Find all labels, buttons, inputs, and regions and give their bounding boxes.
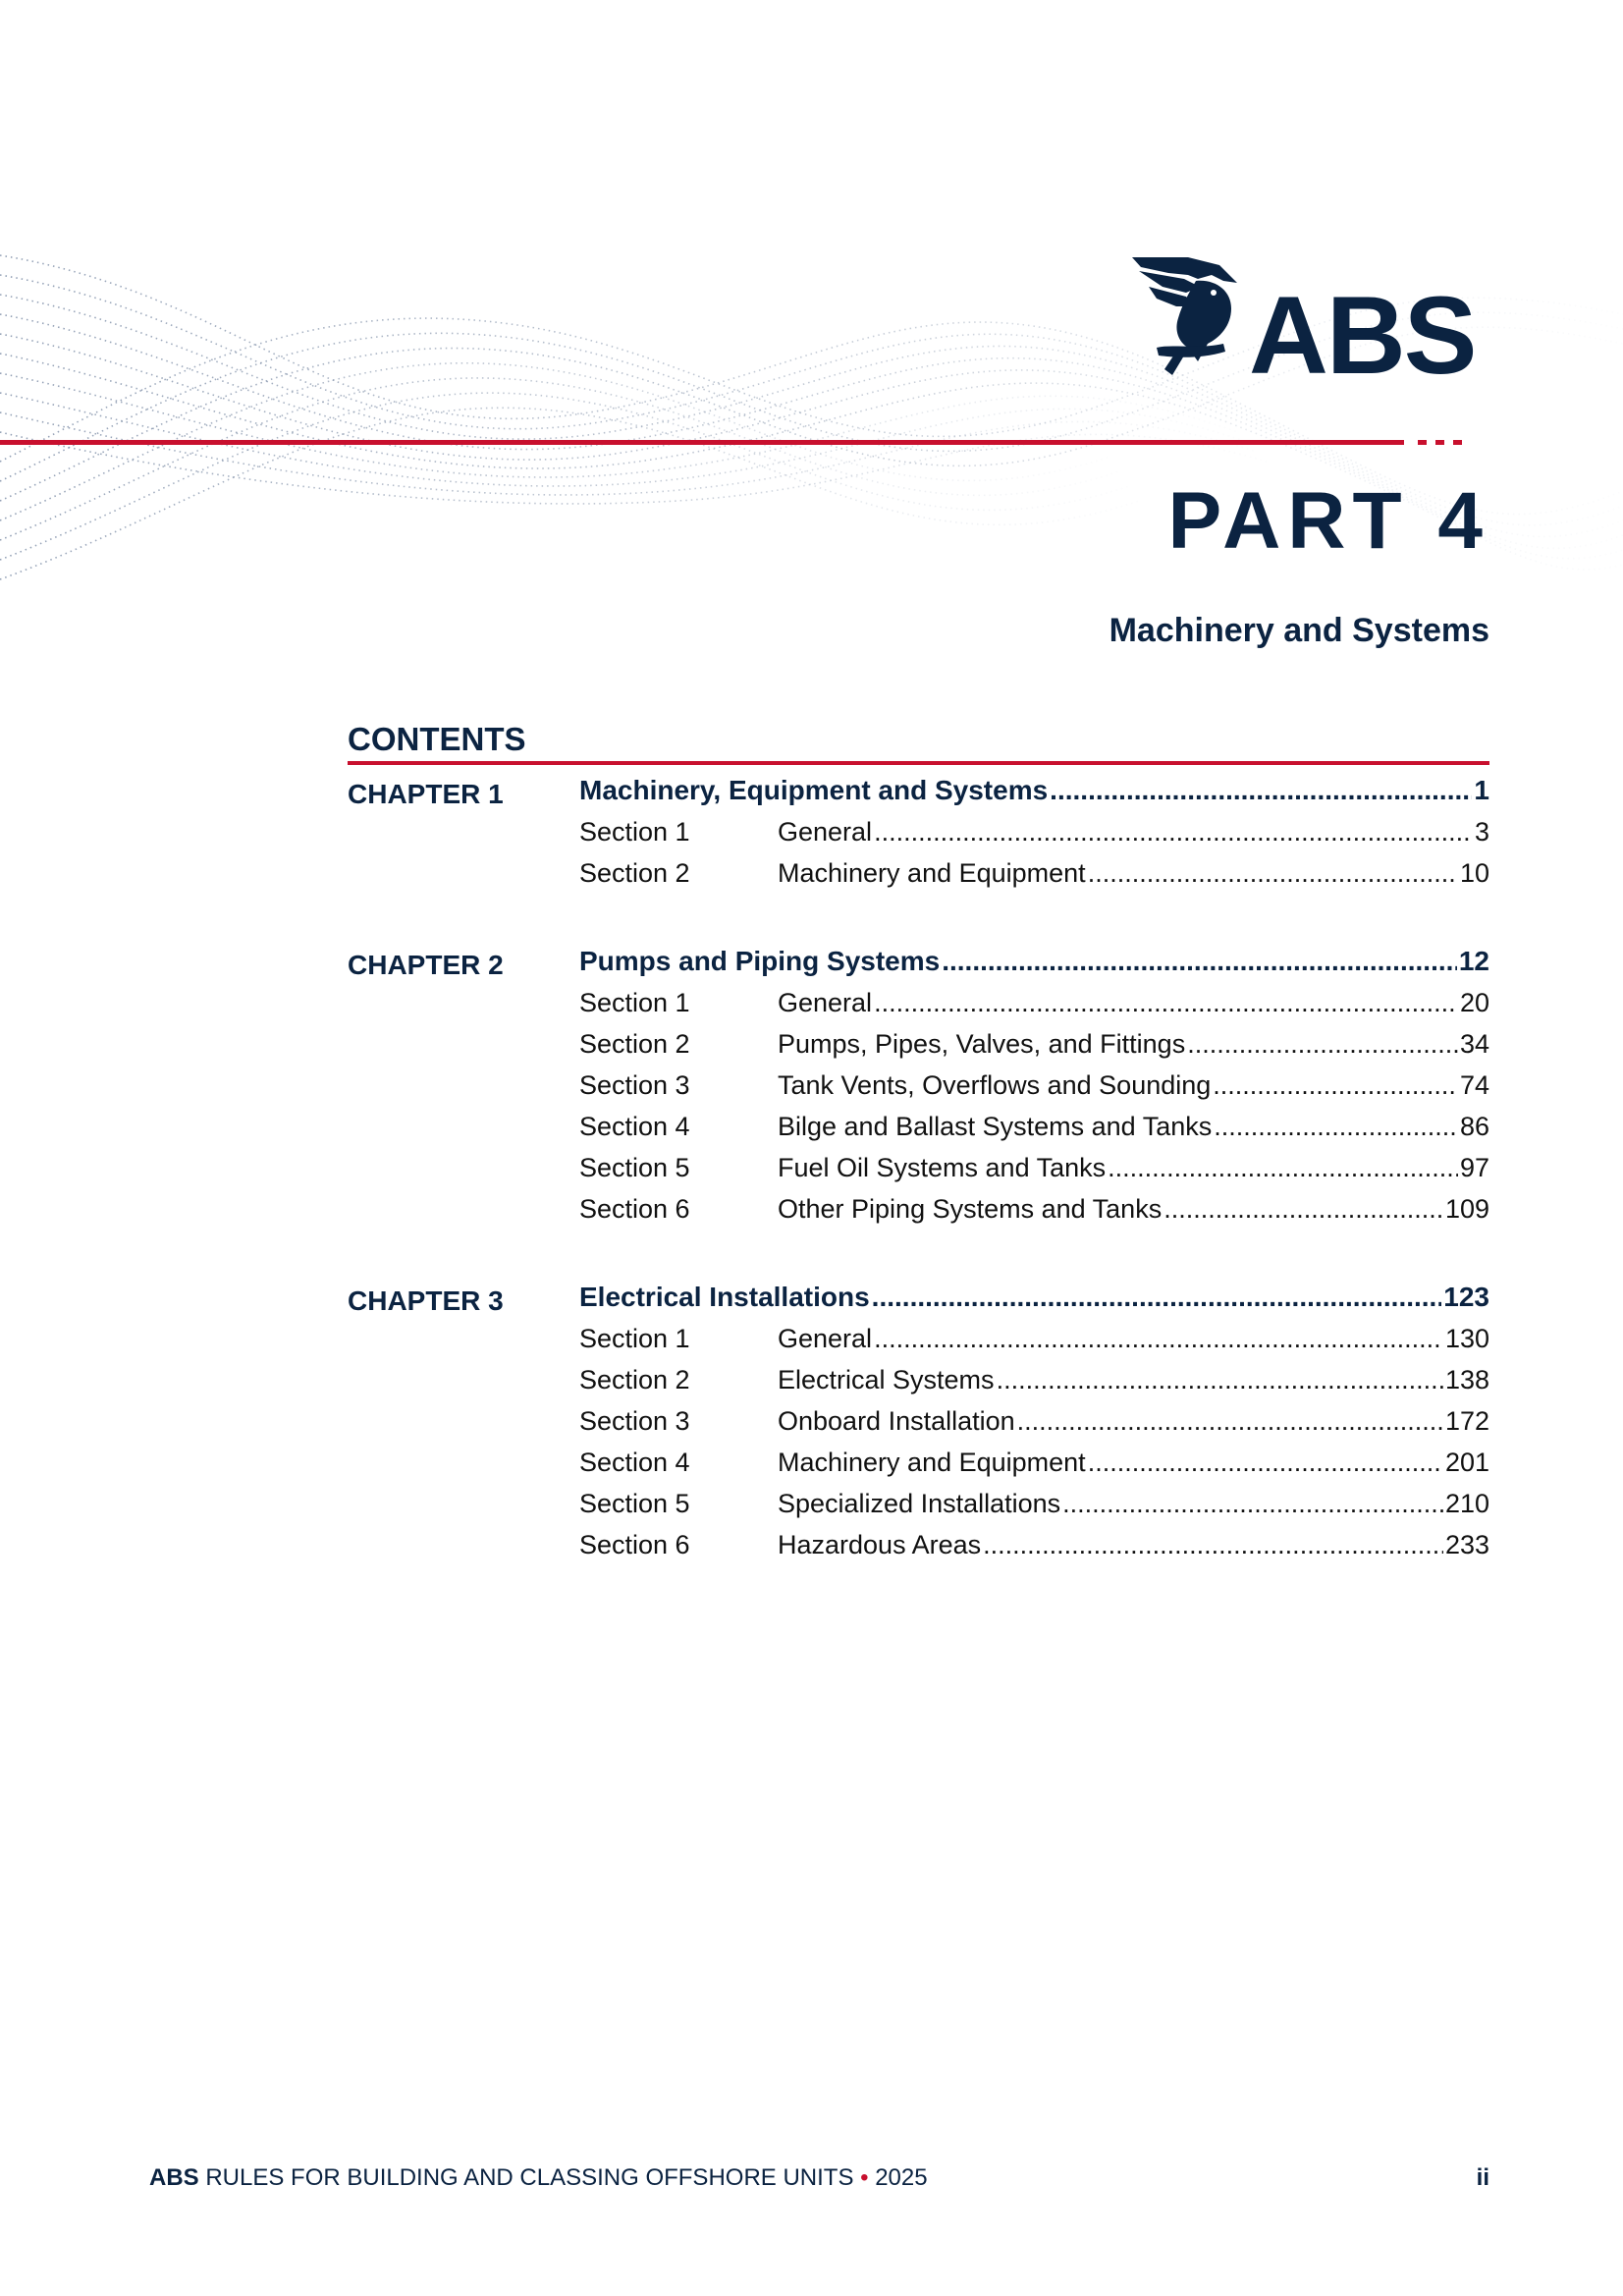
- dot-leader: [1088, 852, 1458, 894]
- footer-page-number: ii: [1476, 2164, 1489, 2191]
- dot-leader: [1163, 1188, 1443, 1230]
- dot-leader: [1213, 1065, 1458, 1106]
- chapter-title-link[interactable]: [579, 1277, 1489, 1318]
- section-title: Other Piping Systems and Tanks: [778, 1194, 1163, 1224]
- toc-section-row[interactable]: [579, 1442, 1489, 1483]
- chapter-page-number: 1: [1474, 775, 1489, 805]
- toc-section-row[interactable]: [579, 1318, 1489, 1359]
- dot-leader: [1187, 1023, 1458, 1065]
- chapter-1: [348, 770, 1489, 894]
- chapter-page-number: 12: [1458, 946, 1489, 976]
- dot-leader: [874, 811, 1473, 852]
- dot-leader: [872, 1277, 1442, 1318]
- section-label: Section 4: [579, 1448, 690, 1477]
- section-label: Section 6: [579, 1194, 690, 1224]
- chapter-2: [348, 941, 1489, 1230]
- abs-logo-wordmark: ABS: [1249, 274, 1476, 386]
- abs-logo: [1129, 253, 1483, 386]
- section-label: Section 1: [579, 1324, 690, 1353]
- section-title: Specialized Installations: [778, 1489, 1061, 1518]
- section-page-number: 74: [1459, 1070, 1489, 1100]
- section-label: Section 6: [579, 1530, 690, 1559]
- dot-leader: [1088, 1442, 1443, 1483]
- chapter-title: Pumps and Piping Systems: [579, 946, 941, 976]
- chapter-title: Electrical Installations: [579, 1282, 870, 1312]
- dot-leader: [983, 1524, 1443, 1565]
- section-page-number: 10: [1459, 858, 1489, 888]
- part-title: PART 4: [1167, 476, 1489, 566]
- section-label: Section 5: [579, 1489, 690, 1518]
- section-page-number: 130: [1444, 1324, 1489, 1353]
- chapter-label: CHAPTER 1: [348, 779, 504, 809]
- chapter-page-number: 123: [1443, 1282, 1489, 1312]
- dot-leader: [1017, 1400, 1443, 1442]
- toc-section-row[interactable]: [579, 1065, 1489, 1106]
- dot-leader: [874, 1318, 1443, 1359]
- toc-section-row[interactable]: [579, 1147, 1489, 1188]
- toc-section-row[interactable]: [579, 852, 1489, 894]
- toc-section-row[interactable]: [579, 1188, 1489, 1230]
- toc-section-row[interactable]: [579, 982, 1489, 1023]
- chapter-3: [348, 1277, 1489, 1565]
- dot-leader: [997, 1359, 1443, 1400]
- toc-section-row[interactable]: [579, 1023, 1489, 1065]
- section-page-number: 210: [1444, 1489, 1489, 1518]
- contents-heading: CONTENTS: [348, 721, 526, 757]
- section-title: Fuel Oil Systems and Tanks: [778, 1153, 1107, 1182]
- section-page-number: 201: [1444, 1448, 1489, 1477]
- part-subtitle: Machinery and Systems: [1109, 612, 1489, 649]
- footer-brand: ABS: [149, 2164, 199, 2191]
- section-title: General: [778, 988, 873, 1017]
- dot-leader: [942, 941, 1457, 982]
- section-title: Pumps, Pipes, Valves, and Fittings: [778, 1029, 1186, 1059]
- section-label: Section 4: [579, 1112, 690, 1141]
- dot-leader: [1050, 770, 1472, 811]
- footer-separator: •: [860, 2164, 869, 2191]
- section-page-number: 172: [1444, 1406, 1489, 1436]
- section-page-number: 34: [1459, 1029, 1489, 1059]
- section-title: Onboard Installation: [778, 1406, 1015, 1436]
- section-label: Section 1: [579, 817, 690, 847]
- dot-leader: [1062, 1483, 1443, 1524]
- section-label: Section 2: [579, 1365, 690, 1394]
- section-label: Section 2: [579, 1029, 690, 1059]
- section-label: Section 3: [579, 1070, 690, 1100]
- chapter-title-link[interactable]: [579, 770, 1489, 811]
- section-title: General: [778, 817, 873, 847]
- dot-leader: [1214, 1106, 1458, 1147]
- section-page-number: 97: [1459, 1153, 1489, 1182]
- section-page-number: 138: [1444, 1365, 1489, 1394]
- section-title: Hazardous Areas: [778, 1530, 982, 1559]
- footer-title: [149, 2164, 928, 2192]
- section-page-number: 86: [1459, 1112, 1489, 1141]
- section-page-number: 20: [1459, 988, 1489, 1017]
- section-title: Tank Vents, Overflows and Sounding: [778, 1070, 1212, 1100]
- section-title: General: [778, 1324, 873, 1353]
- section-label: Section 3: [579, 1406, 690, 1436]
- footer-document-title: RULES FOR BUILDING AND CLASSING OFFSHORE UNITS: [205, 2164, 854, 2191]
- section-title: Electrical Systems: [778, 1365, 995, 1394]
- toc-section-row[interactable]: [579, 1524, 1489, 1565]
- section-label: Section 1: [579, 988, 690, 1017]
- header-red-rule: [0, 440, 1404, 445]
- dot-leader: [874, 982, 1458, 1023]
- toc-section-row[interactable]: [579, 811, 1489, 852]
- toc-section-row[interactable]: [579, 1483, 1489, 1524]
- eagle-emblem-icon: [1132, 257, 1237, 375]
- section-title: Bilge and Ballast Systems and Tanks: [778, 1112, 1213, 1141]
- header-red-dash-accent: [1418, 440, 1462, 445]
- section-page-number: 233: [1444, 1530, 1489, 1559]
- section-label: Section 5: [579, 1153, 690, 1182]
- section-page-number: 3: [1474, 817, 1489, 847]
- toc-section-row[interactable]: [579, 1359, 1489, 1400]
- table-of-contents: [348, 766, 1489, 1565]
- chapter-label: CHAPTER 3: [348, 1285, 504, 1316]
- section-title: Machinery and Equipment: [778, 858, 1086, 888]
- section-title: Machinery and Equipment: [778, 1448, 1086, 1477]
- chapter-title: Machinery, Equipment and Systems: [579, 775, 1049, 805]
- section-page-number: 109: [1444, 1194, 1489, 1224]
- toc-section-row[interactable]: [579, 1400, 1489, 1442]
- chapter-label: CHAPTER 2: [348, 950, 504, 980]
- chapter-title-link[interactable]: [579, 941, 1489, 982]
- toc-section-row[interactable]: [579, 1106, 1489, 1147]
- contents-red-rule: [348, 761, 1489, 765]
- dot-leader: [1108, 1147, 1458, 1188]
- section-label: Section 2: [579, 858, 690, 888]
- footer-year: 2025: [875, 2164, 928, 2191]
